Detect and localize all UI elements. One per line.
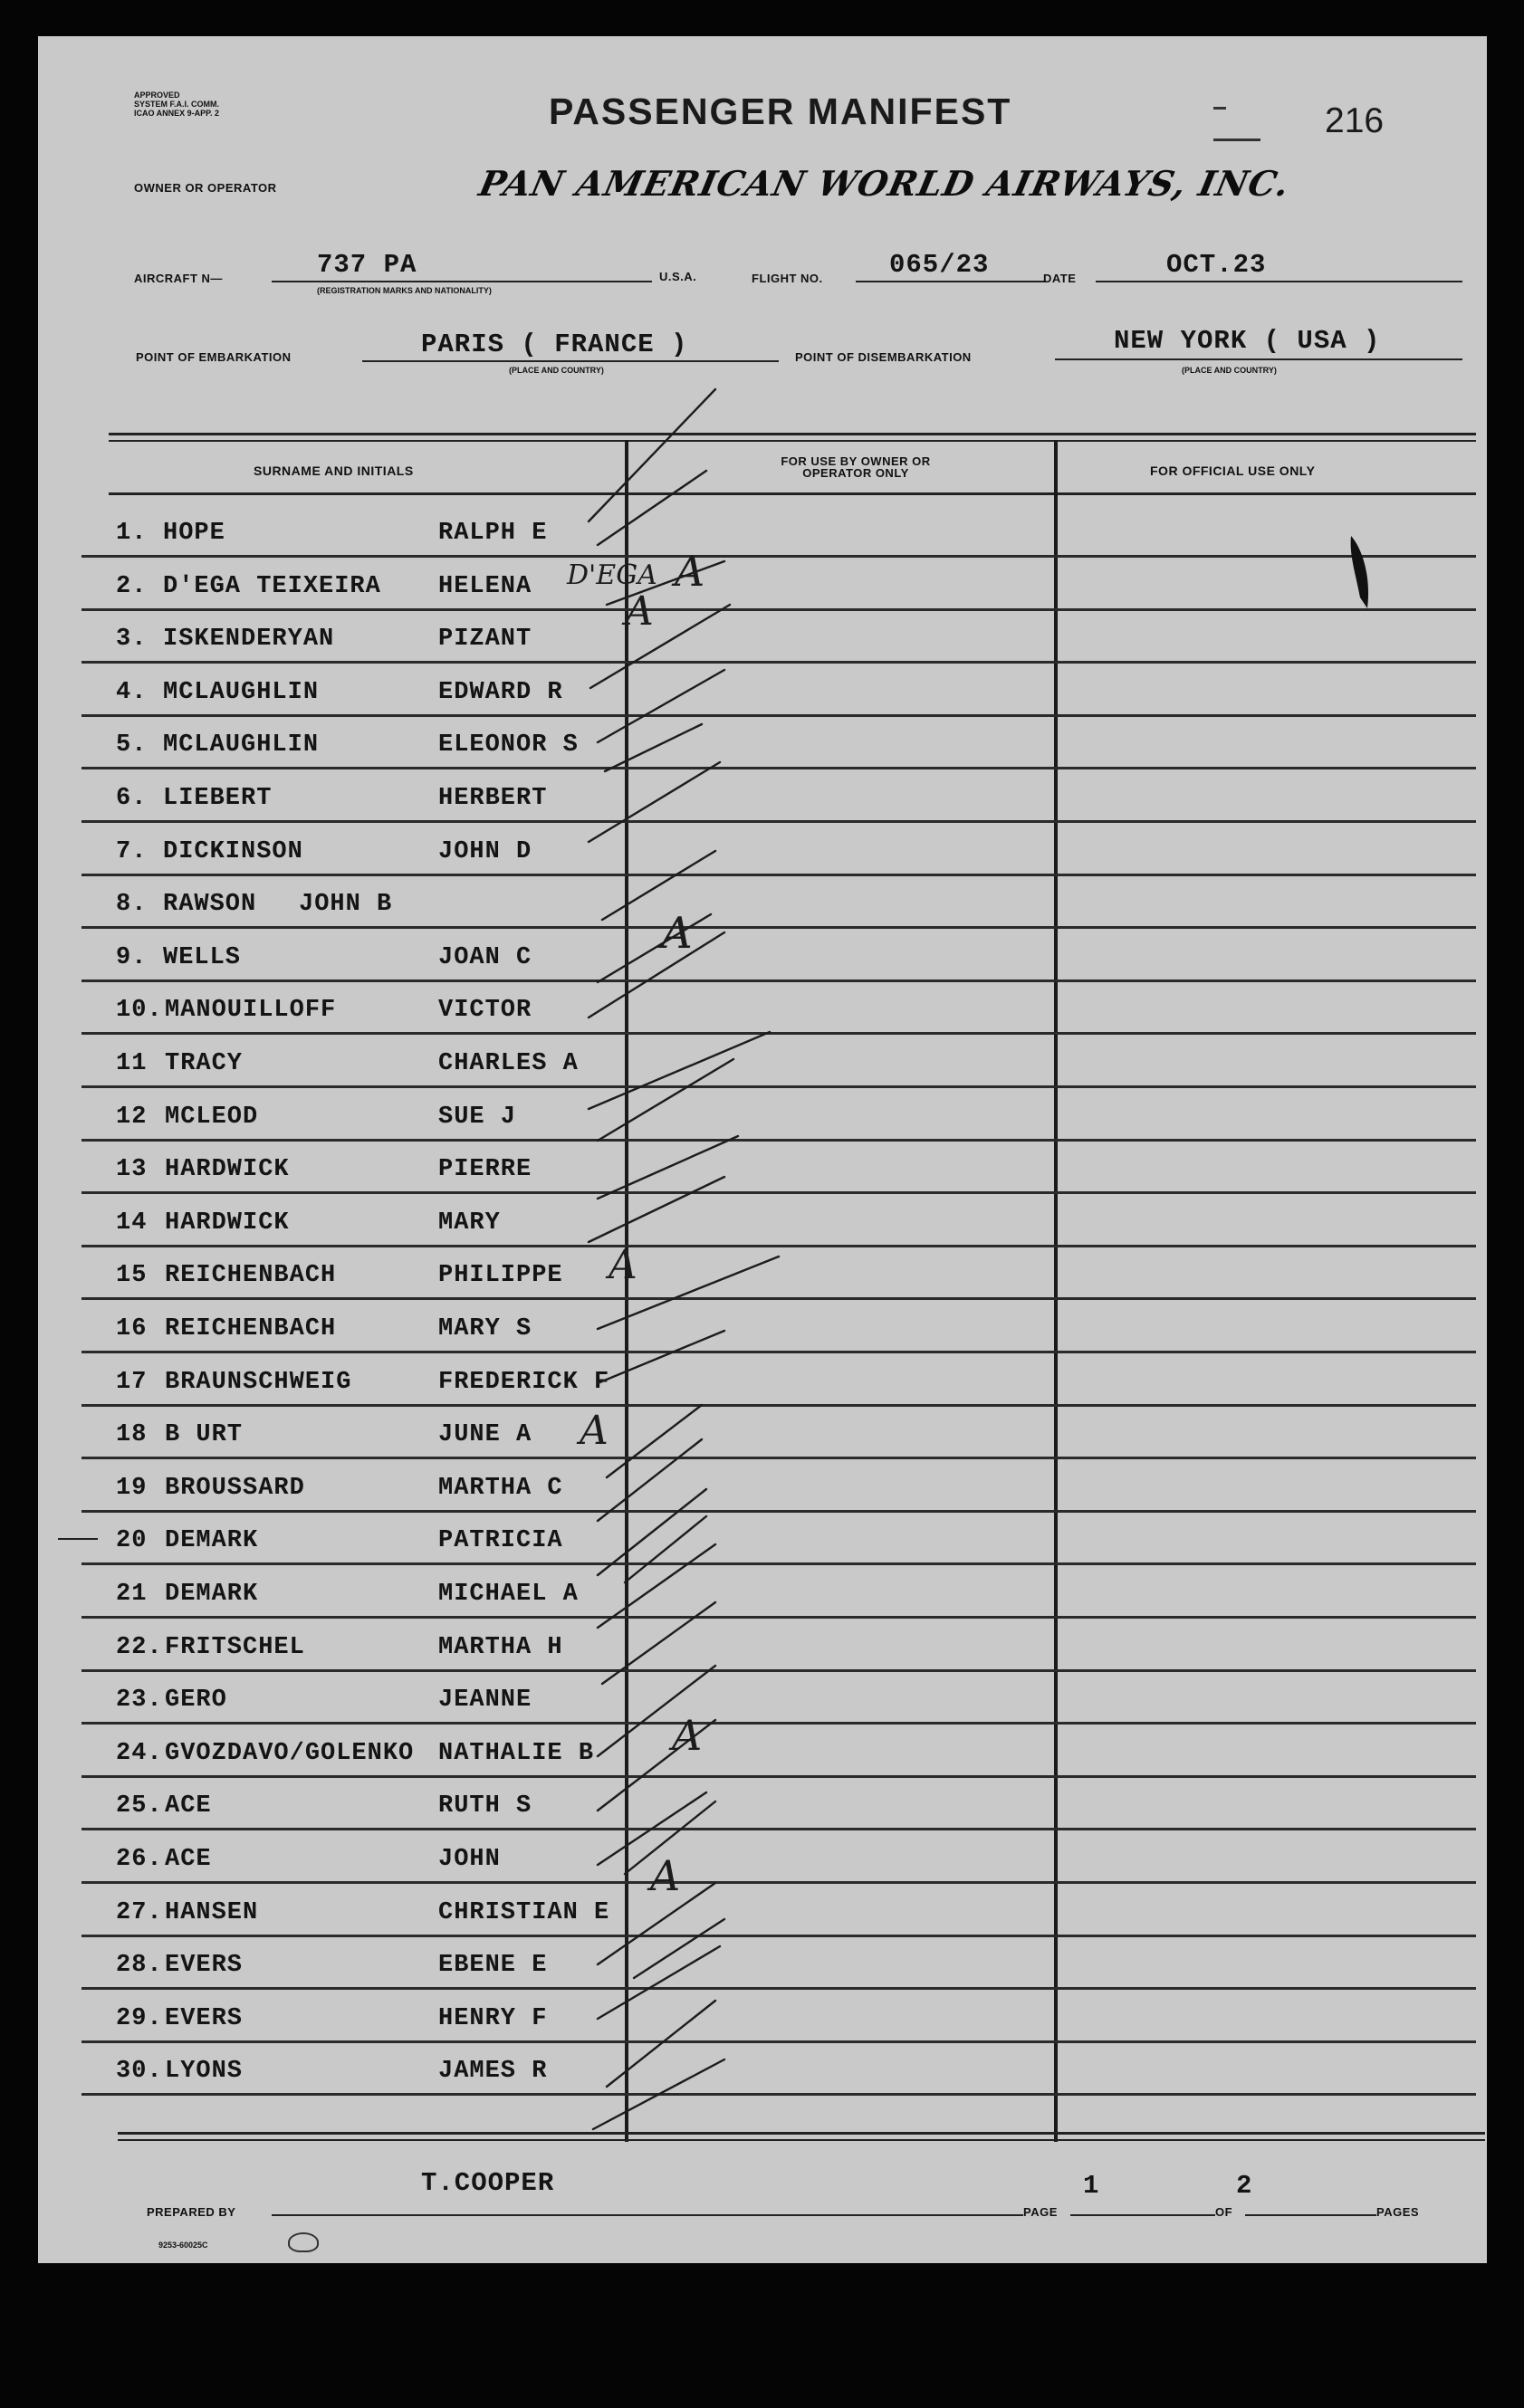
check-mark (598, 1136, 738, 1199)
passenger-number: 2. (116, 573, 148, 600)
form-code: 9253-60025C (158, 2241, 208, 2250)
check-mark (589, 1032, 770, 1109)
disembarkation-caption: (PLACE AND COUNTRY) (1182, 366, 1277, 375)
check-mark (590, 605, 730, 688)
passenger-given-names: MARY S (438, 1315, 532, 1343)
page-title: PASSENGER MANIFEST (549, 91, 1012, 132)
pages-label: PAGES (1376, 2205, 1420, 2219)
handwritten-mark: A (650, 1851, 681, 1900)
col-official-header: FOR OFFICIAL USE ONLY (1150, 463, 1316, 478)
passenger-given-names: JEANNE (438, 1687, 532, 1714)
passenger-surname: ACE (165, 1792, 212, 1820)
passenger-number: 21 (116, 1581, 148, 1608)
check-mark (598, 1059, 733, 1141)
embarkation-label: POINT OF EMBARKATION (136, 350, 292, 364)
passenger-surname: HOPE (163, 520, 225, 547)
passenger-surname: HARDWICK (165, 1209, 290, 1237)
passenger-number: 7. (116, 838, 148, 865)
passenger-number: 3. (116, 626, 148, 653)
date-label: DATE (1043, 272, 1077, 285)
page-value: 1 (1083, 2171, 1100, 2201)
passenger-given-names: SUE J (438, 1104, 517, 1131)
passenger-number: 23. (116, 1687, 163, 1714)
passenger-given-names: PATRICIA (438, 1527, 563, 1554)
aircraft-registration: 737 PA (317, 250, 417, 280)
passenger-given-names: ELEONOR S (438, 731, 579, 759)
passenger-given-names: JOAN C (438, 944, 532, 971)
passenger-surname: WELLS (163, 944, 242, 971)
passenger-surname: DICKINSON (163, 838, 303, 865)
prepared-by-label: PREPARED BY (147, 2205, 236, 2219)
embarkation-place: PARIS ( FRANCE ) (421, 330, 688, 359)
check-mark (589, 1177, 724, 1242)
passenger-number: 18 (116, 1421, 148, 1448)
passenger-given-names: VICTOR (438, 997, 532, 1024)
passenger-surname: BROUSSARD (165, 1475, 305, 1502)
owner-name: PAN AMERICAN WORLD AIRWAYS, INC. (475, 163, 1294, 204)
passenger-given-names: MICHAEL A (438, 1581, 579, 1608)
passenger-number: 19 (116, 1475, 148, 1502)
disembarkation-label: POINT OF DISEMBARKATION (795, 350, 972, 364)
check-mark (598, 914, 711, 982)
check-mark (634, 1919, 724, 1978)
passenger-number: 29. (116, 2005, 163, 2032)
passenger-given-names: JOHN D (438, 838, 532, 865)
passenger-number: 30. (116, 2058, 163, 2085)
check-mark (625, 1516, 706, 1582)
passenger-surname: REICHENBACH (165, 1262, 337, 1289)
passenger-given-names: RUTH S (438, 1792, 532, 1820)
passenger-surname: MCLEOD (165, 1104, 259, 1131)
passenger-surname: HARDWICK (165, 1156, 290, 1183)
passenger-surname: EVERS (165, 1952, 244, 1979)
passenger-number: 17 (116, 1369, 148, 1396)
handwritten-mark: A (625, 588, 654, 635)
passenger-given-names: HELENA (438, 573, 532, 600)
handwritten-note: D'EGA (567, 559, 657, 591)
passenger-given-names: JOHN B (299, 891, 393, 918)
handwritten-mark: A (580, 1408, 609, 1454)
passenger-number: 27. (116, 1899, 163, 1926)
passenger-surname: RAWSON (163, 891, 257, 918)
flight-no-label: FLIGHT NO. (752, 272, 823, 285)
passenger-given-names: HERBERT (438, 785, 548, 812)
passenger-surname: HANSEN (165, 1899, 259, 1926)
passenger-surname: DEMARK (165, 1581, 259, 1608)
passenger-surname: ACE (165, 1846, 212, 1873)
pages-value: 2 (1236, 2171, 1253, 2201)
check-mark (598, 1946, 720, 2019)
check-mark (598, 670, 724, 742)
passenger-given-names: CHRISTIAN E (438, 1899, 610, 1926)
passenger-number: 6. (116, 785, 148, 812)
approval-line: SYSTEM F.A.I. COMM. (134, 100, 220, 109)
passenger-given-names: PIZANT (438, 626, 532, 653)
passenger-given-names: RALPH E (438, 520, 548, 547)
passenger-number: 15 (116, 1262, 148, 1289)
passenger-given-names: MARTHA C (438, 1475, 563, 1502)
check-mark (598, 1439, 702, 1521)
passenger-number: 5. (116, 731, 148, 759)
passenger-given-names: HENRY F (438, 2005, 548, 2032)
passenger-number: 20 (116, 1527, 148, 1554)
passenger-number: 16 (116, 1315, 148, 1343)
usa-label: U.S.A. (659, 270, 697, 283)
passenger-number: 26. (116, 1846, 163, 1873)
registration-caption: (REGISTRATION MARKS AND NATIONALITY) (317, 286, 492, 295)
ink-blot (1351, 536, 1368, 608)
prepared-by-name: T.COOPER (421, 2168, 555, 2198)
page-label: PAGE (1023, 2205, 1058, 2219)
passenger-number: 12 (116, 1104, 148, 1131)
passenger-number: 1. (116, 520, 148, 547)
passenger-number: 14 (116, 1209, 148, 1237)
check-mark (593, 2059, 724, 2129)
passenger-surname: LIEBERT (163, 785, 273, 812)
passenger-surname: LYONS (165, 2058, 244, 2085)
passenger-given-names: PIERRE (438, 1156, 532, 1183)
passenger-given-names: MARY (438, 1209, 501, 1237)
check-mark (589, 762, 720, 842)
passenger-number: 9. (116, 944, 148, 971)
passenger-surname: EVERS (165, 2005, 244, 2032)
passenger-surname: REICHENBACH (165, 1315, 337, 1343)
passenger-surname: FRITSCHEL (165, 1634, 305, 1661)
check-mark (598, 1331, 724, 1383)
embarkation-caption: (PLACE AND COUNTRY) (509, 366, 604, 375)
page-number: 216 (1325, 101, 1385, 140)
handwritten-mark: A (661, 908, 693, 959)
passenger-given-names: MARTHA H (438, 1634, 563, 1661)
passenger-given-names: JUNE A (438, 1421, 532, 1448)
check-mark (607, 1405, 702, 1477)
handwritten-mark: A (675, 547, 705, 596)
passenger-surname: TRACY (165, 1050, 244, 1077)
check-mark (602, 851, 715, 920)
handwritten-mark: A (609, 1242, 637, 1288)
passenger-given-names: EBENE E (438, 1952, 548, 1979)
passenger-number: 13 (116, 1156, 148, 1183)
passenger-surname: B URT (165, 1421, 244, 1448)
passenger-given-names: CHARLES A (438, 1050, 579, 1077)
passenger-number: 22. (116, 1634, 163, 1661)
passenger-surname: D'EGA TEIXEIRA (163, 573, 381, 600)
passenger-given-names: NATHALIE B (438, 1740, 595, 1767)
check-mark (598, 471, 706, 545)
passenger-surname: GVOZDAVO/GOLENKO (165, 1740, 415, 1767)
col-surname-header: SURNAME AND INITIALS (254, 463, 414, 478)
approval-line: APPROVED (134, 91, 180, 100)
of-label: OF (1215, 2205, 1233, 2219)
passenger-number: 4. (116, 679, 148, 706)
passenger-number: 8. (116, 891, 148, 918)
col-owner-header: FOR USE BY OWNER OR OPERATOR ONLY (781, 454, 931, 480)
passenger-surname: MANOUILLOFF (165, 997, 337, 1024)
passenger-given-names: FREDERICK F (438, 1369, 610, 1396)
passenger-given-names: JAMES R (438, 2058, 548, 2085)
passenger-surname: ISKENDERYAN (163, 626, 335, 653)
passenger-given-names: PHILIPPE (438, 1262, 563, 1289)
check-mark (602, 1602, 715, 1684)
check-mark (589, 389, 715, 521)
flight-date: OCT.23 (1166, 250, 1267, 280)
passenger-number: 10. (116, 997, 163, 1024)
passenger-surname: BRAUNSCHWEIG (165, 1369, 352, 1396)
passenger-number: 28. (116, 1952, 163, 1979)
passenger-surname: GERO (165, 1687, 227, 1714)
passenger-surname: MCLAUGHLIN (163, 731, 320, 759)
passenger-surname: MCLAUGHLIN (163, 679, 320, 706)
check-mark (605, 724, 702, 771)
aircraft-label: AIRCRAFT N— (134, 272, 223, 285)
flight-number: 065/23 (889, 250, 990, 280)
passenger-given-names: EDWARD R (438, 679, 563, 706)
owner-label: OWNER OR OPERATOR (134, 181, 277, 195)
passenger-number: 25. (116, 1792, 163, 1820)
passenger-number: 24. (116, 1740, 163, 1767)
passenger-given-names: JOHN (438, 1846, 501, 1873)
disembarkation-place: NEW YORK ( USA ) (1114, 326, 1381, 356)
passenger-surname: DEMARK (165, 1527, 259, 1554)
approval-line: ICAO ANNEX 9-APP. 2 (134, 109, 220, 118)
passenger-number: 11 (116, 1050, 148, 1077)
handwritten-mark: A (672, 1711, 703, 1760)
